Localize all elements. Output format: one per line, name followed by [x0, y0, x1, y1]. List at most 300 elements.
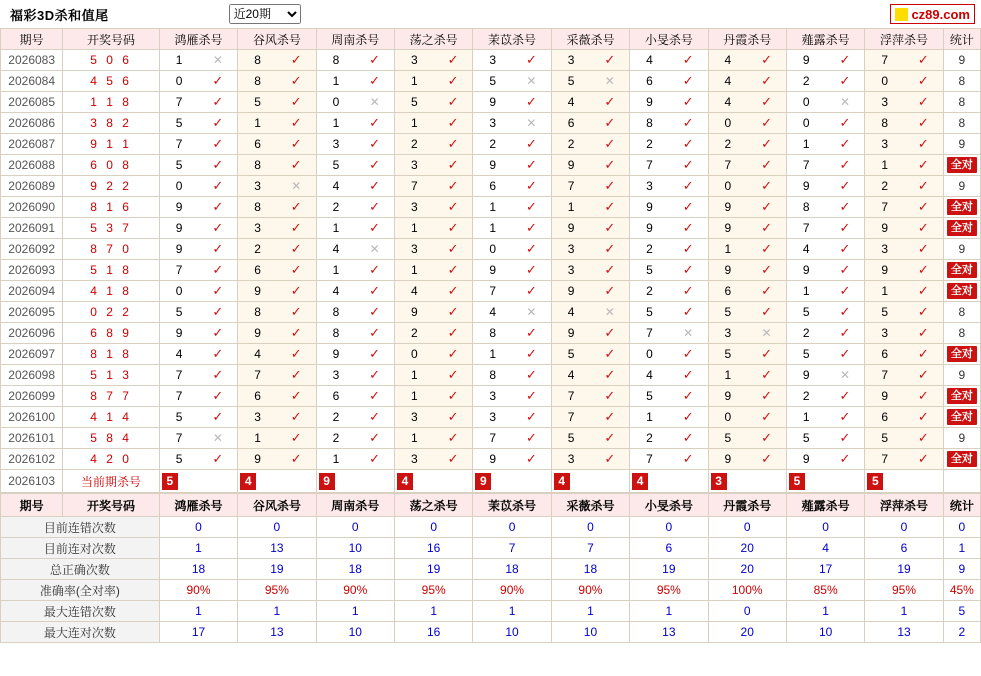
summary-value: 13	[238, 538, 316, 559]
check-icon: ✓	[369, 220, 381, 235]
kill-number: 5	[175, 305, 183, 319]
kill-number: 1	[881, 158, 888, 172]
th-k6: 采薇杀号	[551, 29, 629, 50]
cell-period: 2026099	[1, 386, 63, 407]
cell-kill-group	[551, 176, 629, 197]
check-icon: ✓	[604, 430, 616, 445]
cell-kill-group	[473, 218, 551, 239]
cell-kill-group	[630, 365, 708, 386]
cell-kill-group	[238, 260, 316, 281]
cell-kill-group	[394, 323, 472, 344]
kill-number: 1	[254, 431, 261, 445]
check-icon: ✓	[839, 241, 851, 256]
check-icon: ✓	[839, 199, 851, 214]
kill-number: 9	[646, 200, 653, 214]
cell-kill-group	[394, 134, 472, 155]
cell-kill-group	[708, 134, 786, 155]
check-icon: ✓	[839, 157, 851, 172]
cell-kill-group	[159, 260, 237, 281]
check-icon: ✓	[604, 241, 616, 256]
cell-kill-group	[708, 218, 786, 239]
summary-stat: 2	[943, 622, 980, 643]
cell-kill-group	[238, 302, 316, 323]
kill-number: 2	[646, 137, 653, 151]
cell-kill-group	[238, 407, 316, 428]
cell-kill-group	[238, 365, 316, 386]
cross-icon: ✕	[604, 305, 615, 319]
cell-kill-group	[159, 134, 237, 155]
summary-value: 1	[159, 601, 237, 622]
check-icon: ✓	[917, 388, 929, 403]
cell-stat: 9	[943, 176, 980, 197]
kill-number: 2	[881, 179, 888, 193]
kill-number: 8	[254, 305, 261, 319]
summary-stat: 0	[943, 517, 980, 538]
check-icon: ✓	[290, 157, 302, 172]
current-kill-number	[708, 470, 786, 493]
cell-kill-group	[786, 407, 864, 428]
cell-kill-group	[238, 281, 316, 302]
cell-draw-code: 8 1 8	[63, 344, 159, 365]
cell-period: 2026083	[1, 50, 63, 71]
cell-kill-group	[159, 449, 237, 470]
kill-number: 9	[724, 389, 732, 403]
check-icon: ✓	[212, 94, 224, 109]
kill-number: 8	[881, 116, 888, 130]
summary-value: 1	[159, 538, 237, 559]
kill-number: 8	[646, 116, 653, 130]
cell-period: 2026087	[1, 134, 63, 155]
cell-kill-group	[630, 449, 708, 470]
cell-stat: 9	[943, 365, 980, 386]
summary-value: 95%	[865, 580, 943, 601]
kill-number: 9	[489, 95, 497, 109]
kill-number: 2	[802, 326, 810, 340]
kill-number: 1	[567, 200, 575, 214]
check-icon: ✓	[212, 241, 224, 256]
header-row	[1, 29, 981, 50]
check-icon: ✓	[212, 73, 224, 88]
check-icon: ✓	[369, 409, 381, 424]
check-icon: ✓	[917, 157, 929, 172]
cell-kill-group	[394, 155, 472, 176]
cell-kill-group	[238, 92, 316, 113]
kill-number: 9	[489, 452, 497, 466]
cell-kill-group	[786, 260, 864, 281]
check-icon: ✓	[290, 220, 302, 235]
current-kill-number	[630, 470, 708, 493]
kill-number: 9	[175, 242, 183, 256]
kill-number: 1	[332, 452, 340, 466]
current-period-row	[1, 470, 981, 493]
cell-kill-group	[316, 386, 394, 407]
kill-number: 1	[802, 137, 810, 151]
kill-number: 7	[175, 95, 183, 109]
summary-value: 0	[865, 517, 943, 538]
kill-number: 5	[254, 95, 261, 109]
current-stat	[943, 470, 980, 493]
check-icon: ✓	[525, 325, 537, 340]
cell-kill-group	[238, 239, 316, 260]
check-icon: ✓	[525, 157, 537, 172]
check-icon: ✓	[525, 136, 537, 151]
cell-kill-group	[316, 92, 394, 113]
kill-number: 9	[802, 368, 810, 382]
cell-period: 2026096	[1, 323, 63, 344]
cell-kill-group	[630, 428, 708, 449]
check-icon: ✓	[447, 409, 459, 424]
kill-number: 5	[802, 347, 810, 361]
cell-draw-code: 5 8 4	[63, 428, 159, 449]
kill-number: 5	[724, 347, 732, 361]
check-icon: ✓	[839, 73, 851, 88]
summary-value: 10	[316, 622, 394, 643]
cell-kill-group	[551, 50, 629, 71]
check-icon: ✓	[525, 241, 537, 256]
summary-value: 0	[394, 517, 472, 538]
kill-number: 9	[567, 284, 575, 298]
kill-number: 1	[410, 74, 418, 88]
kill-number: 5	[567, 74, 575, 88]
check-icon: ✓	[917, 304, 929, 319]
cell-stat	[943, 155, 980, 176]
cell-kill-group	[159, 92, 237, 113]
all-correct-badge: 全对	[947, 451, 977, 467]
check-icon: ✓	[917, 73, 929, 88]
check-icon: ✓	[369, 451, 381, 466]
cell-stat: 8	[943, 323, 980, 344]
kill-number: 3	[881, 137, 888, 151]
check-icon: ✓	[682, 136, 694, 151]
cell-stat	[943, 344, 980, 365]
kill-number: 5	[332, 158, 340, 172]
check-icon: ✓	[839, 430, 851, 445]
cell-draw-code: 5 1 8	[63, 260, 159, 281]
kill-number: 3	[254, 179, 261, 193]
kill-number: 7	[175, 368, 183, 382]
kill-number: 8	[489, 326, 497, 340]
kill-number: 9	[724, 200, 732, 214]
summary-row	[1, 601, 981, 622]
cell-period: 2026085	[1, 92, 63, 113]
summary-value: 16	[394, 622, 472, 643]
sth-k2: 谷风杀号	[238, 494, 316, 517]
check-icon: ✓	[917, 115, 929, 130]
cell-kill-group	[473, 407, 551, 428]
kill-number: 3	[332, 137, 340, 151]
kill-number: 4	[332, 284, 340, 298]
check-icon: ✓	[604, 409, 616, 424]
cell-kill-group	[394, 239, 472, 260]
kill-number: 8	[254, 200, 261, 214]
cell-kill-group	[394, 302, 472, 323]
check-icon: ✓	[761, 451, 773, 466]
cell-kill-group	[865, 134, 943, 155]
summary-value: 1	[786, 601, 864, 622]
cell-kill-group	[865, 407, 943, 428]
kill-number: 1	[724, 242, 732, 256]
cross-icon: ✕	[212, 53, 223, 67]
current-kill-badge: 9	[475, 473, 491, 490]
cell-kill-group	[630, 134, 708, 155]
check-icon: ✓	[682, 451, 694, 466]
kill-number: 9	[802, 179, 810, 193]
current-kill-badge: 9	[319, 473, 335, 490]
summary-value: 20	[708, 538, 786, 559]
cell-kill-group	[238, 134, 316, 155]
kill-number: 4	[489, 305, 497, 319]
kill-number: 3	[489, 53, 497, 67]
kill-number: 5	[724, 305, 732, 319]
check-icon: ✓	[447, 94, 459, 109]
cell-stat: 8	[943, 92, 980, 113]
summary-value: 0	[473, 517, 551, 538]
check-icon: ✓	[447, 220, 459, 235]
check-icon: ✓	[212, 451, 224, 466]
kill-number: 0	[646, 347, 653, 361]
kill-number: 7	[254, 368, 261, 382]
cell-kill-group	[708, 281, 786, 302]
summary-value: 13	[238, 622, 316, 643]
check-icon: ✓	[447, 52, 459, 67]
check-icon: ✓	[212, 304, 224, 319]
kill-number: 9	[881, 389, 888, 403]
check-icon: ✓	[212, 325, 224, 340]
all-correct-badge: 全对	[947, 409, 977, 425]
table-row	[1, 176, 981, 197]
cell-stat: 8	[943, 302, 980, 323]
table-header	[1, 29, 981, 50]
summary-value: 90%	[473, 580, 551, 601]
table-body	[1, 50, 981, 493]
kill-number: 5	[646, 263, 653, 277]
check-icon: ✓	[290, 283, 302, 298]
cell-kill-group	[238, 71, 316, 92]
kill-number: 1	[881, 284, 888, 298]
kill-number: 7	[410, 179, 418, 193]
table-row	[1, 239, 981, 260]
kill-number: 5	[646, 305, 653, 319]
cell-stat: 8	[943, 71, 980, 92]
cross-icon: ✕	[369, 242, 380, 256]
summary-stat: 5	[943, 601, 980, 622]
kill-number: 1	[489, 221, 497, 235]
check-icon: ✓	[525, 178, 537, 193]
cell-kill-group	[786, 218, 864, 239]
table-row	[1, 428, 981, 449]
cell-kill-group	[708, 323, 786, 344]
cell-kill-group	[394, 407, 472, 428]
cell-kill-group	[708, 197, 786, 218]
check-icon: ✓	[682, 241, 694, 256]
check-icon: ✓	[369, 199, 381, 214]
table-row	[1, 50, 981, 71]
kill-number: 0	[410, 347, 418, 361]
cell-kill-group	[551, 365, 629, 386]
check-icon: ✓	[761, 178, 773, 193]
check-icon: ✓	[525, 52, 537, 67]
check-icon: ✓	[447, 136, 459, 151]
period-range-select[interactable]	[229, 4, 301, 24]
cell-kill-group	[159, 113, 237, 134]
cell-kill-group	[316, 365, 394, 386]
kill-number: 9	[410, 305, 418, 319]
cell-kill-group	[159, 71, 237, 92]
kill-number: 8	[332, 53, 340, 67]
kill-number: 5	[881, 305, 888, 319]
kill-number: 9	[802, 53, 810, 67]
check-icon: ✓	[604, 367, 616, 382]
cell-draw-code: 5 3 7	[63, 218, 159, 239]
kill-number: 7	[646, 452, 653, 466]
cell-kill-group	[630, 113, 708, 134]
all-correct-badge: 全对	[947, 388, 977, 404]
cell-draw-code: 0 2 2	[63, 302, 159, 323]
check-icon: ✓	[525, 451, 537, 466]
check-icon: ✓	[212, 283, 224, 298]
check-icon: ✓	[917, 52, 929, 67]
cell-kill-group	[551, 260, 629, 281]
current-kill-badge: 5	[162, 473, 178, 490]
kill-number: 0	[489, 242, 497, 256]
cell-kill-group	[551, 71, 629, 92]
cell-period: 2026100	[1, 407, 63, 428]
cell-kill-group	[316, 428, 394, 449]
check-icon: ✓	[917, 346, 929, 361]
cross-icon: ✕	[369, 95, 380, 109]
kill-number: 6	[881, 410, 888, 424]
kill-number: 3	[567, 53, 575, 67]
cross-icon: ✕	[526, 305, 537, 319]
kill-number: 3	[410, 452, 418, 466]
cell-kill-group	[394, 386, 472, 407]
cell-kill-group	[865, 218, 943, 239]
cell-kill-group	[865, 50, 943, 71]
cell-kill-group	[630, 92, 708, 113]
cell-stat: 9	[943, 239, 980, 260]
cell-kill-group	[551, 407, 629, 428]
cell-kill-group	[394, 218, 472, 239]
cell-kill-group	[159, 155, 237, 176]
kill-number: 5	[881, 431, 888, 445]
cell-kill-group	[865, 113, 943, 134]
summary-row-label: 最大连对次数	[1, 622, 160, 643]
cell-kill-group	[708, 428, 786, 449]
kill-number: 1	[489, 347, 497, 361]
check-icon: ✓	[682, 52, 694, 67]
kill-number: 9	[567, 326, 575, 340]
kill-number: 1	[410, 116, 418, 130]
cell-kill-group	[708, 386, 786, 407]
cell-kill-group	[708, 155, 786, 176]
cell-kill-group	[551, 239, 629, 260]
kill-number: 1	[724, 368, 732, 382]
cell-stat: 9	[943, 428, 980, 449]
kill-number: 0	[802, 116, 810, 130]
cell-kill-group	[865, 176, 943, 197]
kill-number: 8	[254, 53, 261, 67]
kill-number: 7	[881, 53, 888, 67]
summary-value: 13	[865, 622, 943, 643]
cell-kill-group	[316, 50, 394, 71]
summary-value: 20	[708, 622, 786, 643]
cell-kill-group	[316, 239, 394, 260]
kill-number: 1	[332, 263, 340, 277]
kill-number: 7	[646, 326, 653, 340]
kill-number: 3	[567, 242, 575, 256]
check-icon: ✓	[917, 451, 929, 466]
check-icon: ✓	[290, 52, 302, 67]
cell-kill-group	[159, 50, 237, 71]
check-icon: ✓	[839, 388, 851, 403]
check-icon: ✓	[839, 52, 851, 67]
kill-number: 5	[489, 74, 497, 88]
kill-number: 3	[489, 389, 497, 403]
kill-number: 8	[802, 200, 810, 214]
cell-kill-group	[630, 71, 708, 92]
summary-row	[1, 559, 981, 580]
cell-kill-group	[238, 218, 316, 239]
all-correct-badge: 全对	[947, 262, 977, 278]
summary-value: 10	[786, 622, 864, 643]
cell-kill-group	[316, 449, 394, 470]
check-icon: ✓	[761, 199, 773, 214]
summary-value: 0	[708, 601, 786, 622]
check-icon: ✓	[369, 178, 381, 193]
summary-stat: 9	[943, 559, 980, 580]
kill-number: 1	[332, 221, 340, 235]
cell-kill-group	[473, 344, 551, 365]
sth-k3: 周南杀号	[316, 494, 394, 517]
summary-value: 16	[394, 538, 472, 559]
kill-number: 3	[410, 410, 418, 424]
kill-number: 3	[254, 410, 261, 424]
cell-kill-group	[551, 281, 629, 302]
check-icon: ✓	[917, 241, 929, 256]
site-logo[interactable]	[890, 4, 975, 24]
check-icon: ✓	[212, 136, 224, 151]
kill-number: 0	[724, 179, 732, 193]
check-icon: ✓	[761, 157, 773, 172]
check-icon: ✓	[290, 94, 302, 109]
cell-kill-group	[630, 239, 708, 260]
cell-kill-group	[473, 260, 551, 281]
check-icon: ✓	[604, 178, 616, 193]
table-row	[1, 260, 981, 281]
summary-value: 4	[786, 538, 864, 559]
check-icon: ✓	[369, 367, 381, 382]
kill-number: 3	[724, 326, 732, 340]
check-icon: ✓	[839, 304, 851, 319]
table-row	[1, 365, 981, 386]
summary-value: 1	[316, 601, 394, 622]
kill-number: 4	[567, 95, 575, 109]
sth-k6: 采薇杀号	[551, 494, 629, 517]
check-icon: ✓	[290, 451, 302, 466]
cell-kill-group	[394, 71, 472, 92]
summary-value: 1	[238, 601, 316, 622]
check-icon: ✓	[917, 409, 929, 424]
cell-kill-group	[865, 155, 943, 176]
kill-number: 7	[489, 284, 497, 298]
cell-stat: 8	[943, 113, 980, 134]
cell-period: 2026088	[1, 155, 63, 176]
summary-value: 0	[316, 517, 394, 538]
table-row	[1, 92, 981, 113]
kill-number: 4	[254, 347, 261, 361]
kill-number: 2	[489, 137, 497, 151]
current-kill-badge: 4	[240, 473, 256, 490]
